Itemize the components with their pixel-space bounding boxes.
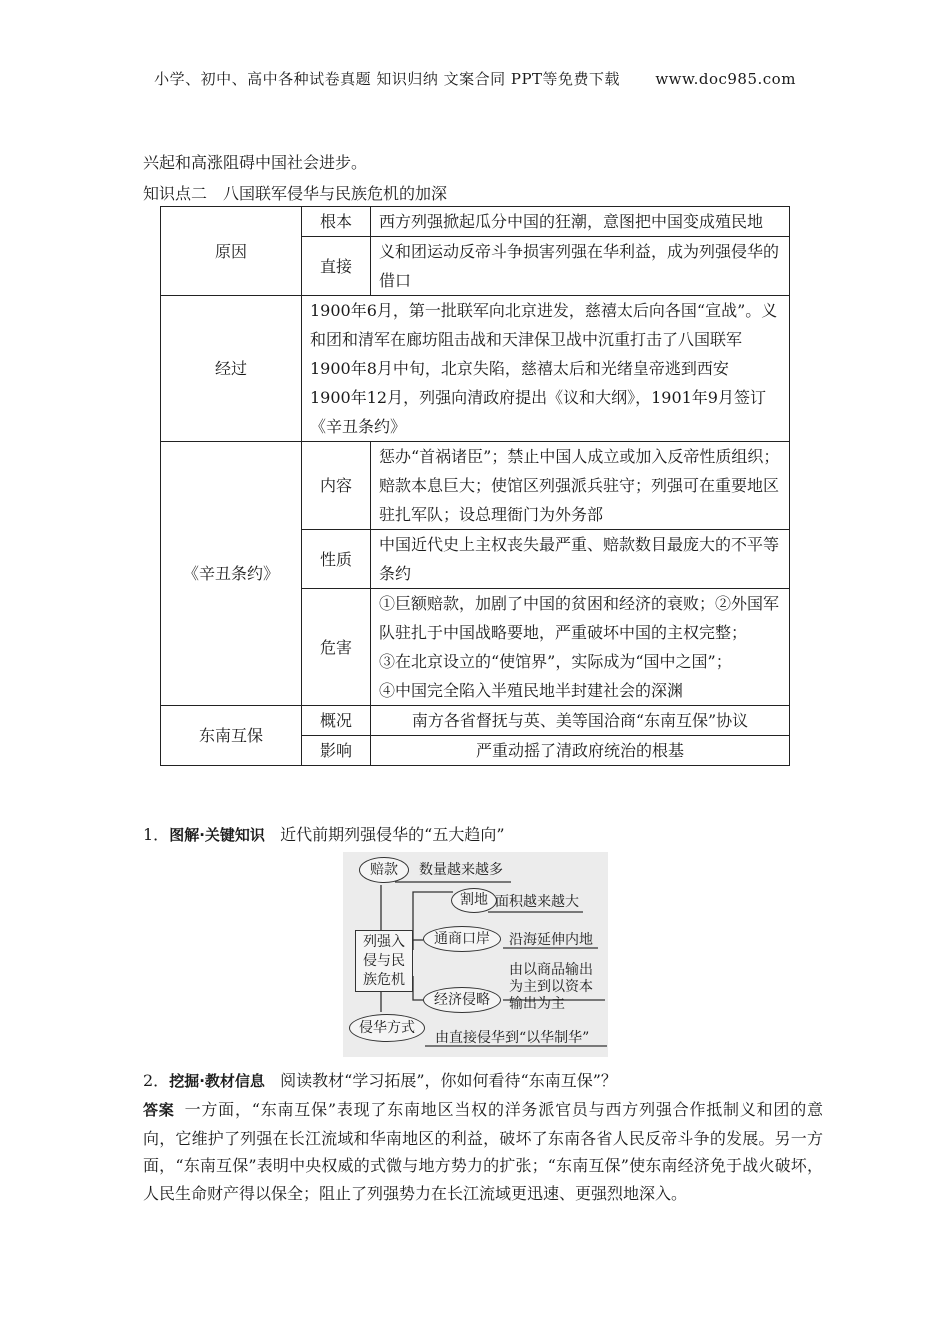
q2-title: 挖掘·教材信息: [169, 1072, 265, 1090]
header-text: 小学、初中、高中各种试卷真题 知识归纳 文案合同 PPT等免费下载: [154, 70, 621, 88]
process-p3: 1900年12月，列强向清政府提出《议和大纲》，1901年9月签订《辛丑条约》: [310, 388, 766, 436]
question-1: [143, 822, 505, 845]
process-cell: [302, 296, 790, 442]
q1-title: 图解·关键知识: [169, 826, 265, 844]
desc-qinhua: 由直接侵华到“以华制华”: [435, 1030, 590, 1046]
treaty-label: 《辛丑条约》: [161, 442, 302, 706]
page-header: [0, 68, 950, 89]
overview-text: 南方各省督抚与英、美等国洽商“东南互保”协议: [371, 706, 790, 736]
q2-number: 2．: [143, 1071, 170, 1090]
node-qinhua: 侵华方式: [349, 1014, 425, 1042]
content-text: 惩办“首祸诸臣”；禁止中国人成立或加入反帝性质组织；赔款本息巨大；使馆区列强派兵驻守；列强可在重要地区驻扎军队；设总理衙门为外务部: [371, 442, 790, 530]
harm-2: ③在北京设立的“使馆界”，实际成为“国中之国”；: [379, 652, 732, 671]
harm-3: ④中国完全陷入半殖民地半封建社会的深渊: [379, 681, 684, 700]
node-peikuan: 赔款: [359, 857, 409, 883]
cause-label: 原因: [161, 207, 302, 296]
content-label: 内容: [302, 442, 371, 530]
desc-peikuan: 数量越来越多: [419, 862, 503, 878]
center-line-1: 列强入: [363, 934, 405, 950]
process-label: 经过: [161, 296, 302, 442]
desc-jingji-3: 输出为主: [509, 996, 565, 1012]
harm-1: ①巨额赔款，加剧了中国的贫困和经济的衰败；②外国军队驻扎于中国战略要地，严重破坏中国的主权完整；: [379, 594, 780, 642]
question-2: [143, 1068, 617, 1091]
q1-text: 近代前期列强侵华的“五大趋向”: [280, 825, 505, 844]
trend-diagram: [343, 852, 608, 1057]
desc-gedi: 面积越来越大: [495, 894, 579, 910]
center-node: [355, 930, 413, 992]
nature-text: 中国近代史上主权丧失最严重、赔款数目最庞大的不平等条约: [371, 530, 790, 589]
section-title: 知识点二 八国联军侵华与民族危机的加深: [143, 184, 448, 203]
knowledge-table: [160, 206, 790, 766]
harm-cell: [371, 589, 790, 706]
intro-text: 兴起和高涨阻碍中国社会进步。: [143, 153, 368, 172]
header-site[interactable]: www.doc985.com: [655, 70, 796, 88]
node-tongshang: 通商口岸: [423, 926, 501, 952]
q1-number: 1．: [143, 825, 170, 844]
impact-label: 影响: [302, 736, 371, 766]
process-p2: 1900年8月中旬，北京失陷，慈禧太后和光绪皇帝逃到西安: [310, 359, 729, 378]
center-line-2: 侵与民: [363, 953, 405, 969]
answer-label: 答案: [143, 1101, 175, 1119]
southeast-label: 东南互保: [161, 706, 302, 766]
desc-jingji: [509, 962, 593, 1013]
overview-label: 概况: [302, 706, 371, 736]
harm-label: 危害: [302, 589, 371, 706]
center-line-3: 族危机: [363, 972, 405, 988]
answer-block: [143, 1096, 823, 1207]
desc-jingji-2: 为主到以资本: [509, 979, 593, 995]
node-jingji: 经济侵略: [423, 987, 501, 1013]
root-label: 根本: [302, 207, 371, 237]
impact-text: 严重动摇了清政府统治的根基: [371, 736, 790, 766]
root-text: 西方列强掀起瓜分中国的狂潮，意图把中国变成殖民地: [371, 207, 790, 237]
desc-jingji-1: 由以商品输出: [509, 962, 593, 978]
nature-label: 性质: [302, 530, 371, 589]
node-gedi: 割地: [451, 888, 497, 913]
process-p1: 1900年6月，第一批联军向北京进发，慈禧太后向各国“宣战”。义和团和清军在廊坊阻击战和天津保卫战中沉重打击了八国联军: [310, 301, 778, 349]
direct-label: 直接: [302, 237, 371, 296]
direct-text: 义和团运动反帝斗争损害列强在华利益，成为列强侵华的借口: [371, 237, 790, 296]
answer-text: 一方面，“东南互保”表现了东南地区当权的洋务派官员与西方列强合作抵制义和团的意向，它维护了列强在长江流域和华南地区的利益，破坏了东南各省人民反帝斗争的发展。另一方面，“东南互保”表明中央权威的式微与地方势力的扩张；“东南互保”使东南经济免于战火破坏，人民生命财产得以保全；阻止了列强势力在长江流域更迅速、更强烈地深入。: [143, 1100, 823, 1203]
desc-tongshang: 沿海延伸内地: [509, 932, 593, 948]
connector-jingji: [413, 976, 423, 1000]
q2-text: 阅读教材“学习拓展”，你如何看待“东南互保”？: [280, 1071, 617, 1090]
